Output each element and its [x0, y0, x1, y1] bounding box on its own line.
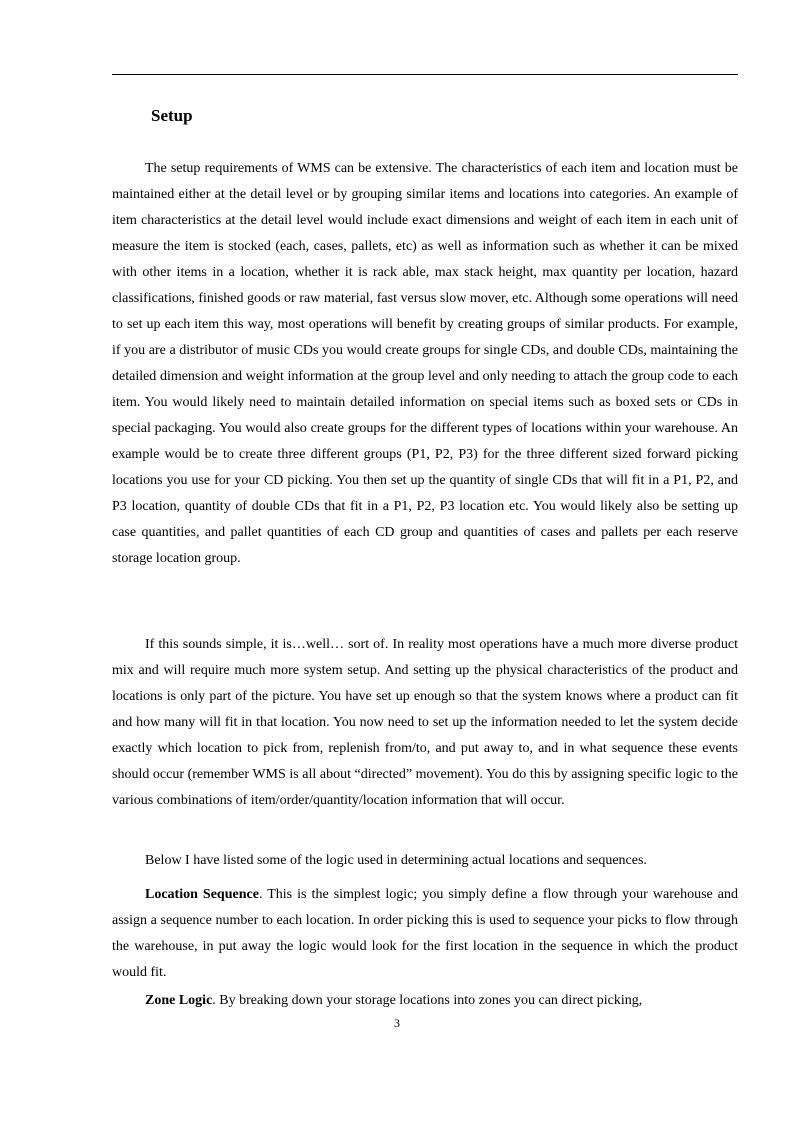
paragraph-zone-logic [112, 988, 738, 1014]
paragraph-text: The setup requirements of WMS can be extensive. The characteristics of each item and location must be maintained either at the detail level or by grouping similar items and locations into categories. An example of item characteristics at the detail level would include exact dimensions and weight of each item in each unit of measure the item is stocked (each, cases, pallets, etc) as well as information such as whether it can be mixed with other items in a location, whether it is rack able, max stack height, max quantity per location, hazard classifications, finished goods or raw material, fast versus slow mover, etc. Although some operations will need to set up each item this way, most operations will benefit by creating groups of similar products. For example, if you are a distributor of music CDs you would create groups for single CDs, and double CDs, maintaining the detailed dimension and weight information at the group level and only needing to attach the group code to each item. You would likely need to maintain detailed information on special items such as boxed sets or CDs in special packaging. You would also create groups for the different types of locations within your warehouse. An example would be to create three different groups (P1, P2, P3) for the three different sized forward picking locations you use for your CD picking. You then set up the quantity of single CDs that will fit in a P1, P2, and P3 location, quantity of double CDs that fit in a P1, P2, P3 location etc. You would likely also be setting up case quantities, and pallet quantities of each CD group and quantities of cases and pallets per each reserve storage location group. [112, 161, 738, 566]
section-title: Setup [151, 106, 193, 125]
paragraph-text: If this sounds simple, it is…well… sort of. In reality most operations have a much more diverse product mix and will require much more system setup. And setting up the physical characteristics of the product and locations is only part of the picture. You have set up enough so that the system knows where a product can fit and how many will fit in that location. You now need to set up the information needed to let the system decide exactly which location to pick from, replenish from/to, and put away to, and in what sequence these events should occur (remember WMS is all about “directed” movement). You do this by assigning specific logic to the various combinations of item/order/quantity/location information that will occur. [112, 637, 738, 808]
paragraph-text: . By breaking down your storage locations into zones you can direct picking, [212, 993, 643, 1008]
paragraph-setup-requirements [112, 156, 738, 572]
header-rule [112, 74, 738, 75]
paragraph-logic-intro [112, 848, 738, 874]
paragraph-text: Below I have listed some of the logic used in determining actual locations and sequences. [145, 853, 647, 868]
paragraph-lead: Location Sequence [145, 887, 259, 902]
page-number: 3 [394, 1016, 400, 1030]
paragraph-sounds-simple [112, 632, 738, 814]
paragraph-lead: Zone Logic [145, 993, 213, 1008]
paragraph-location-sequence [112, 882, 738, 986]
paragraph-text: . This is the simplest logic; you simply define a flow through your warehouse and assign a sequence number to each location. In order picking this is used to sequence your picks to flow through the warehouse, in put away the logic would look for the first location in the sequence in which the product would fit. [112, 887, 738, 980]
